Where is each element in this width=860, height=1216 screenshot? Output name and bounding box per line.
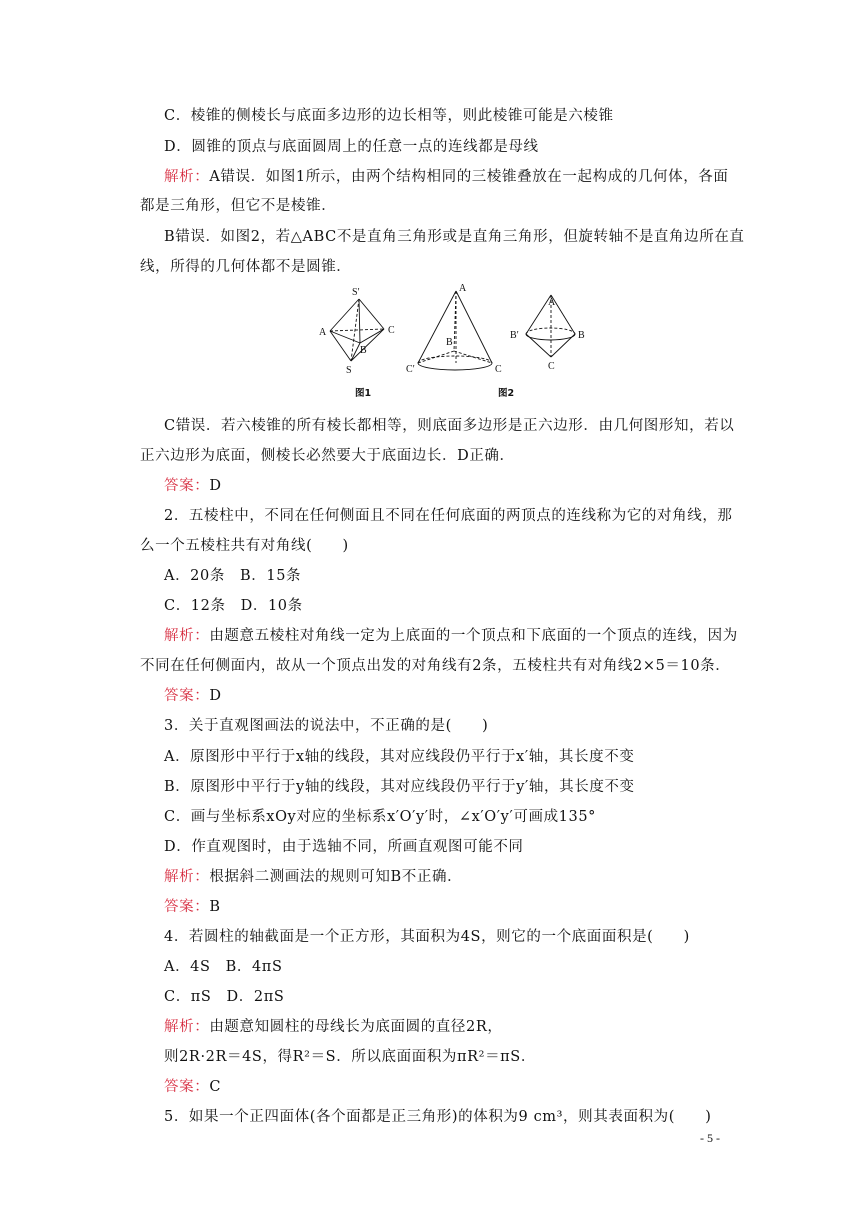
text-line bbox=[140, 444, 515, 465]
figure-caption-2: 图2 bbox=[498, 388, 515, 399]
figure-label-c2: C bbox=[495, 364, 502, 375]
text-line bbox=[164, 925, 690, 946]
text-line bbox=[164, 225, 745, 246]
figure-label-b3: B bbox=[578, 330, 585, 341]
text-segment: C错误．若六棱锥的所有棱长都相等，则底面多边形是正六边形．由几何图形知，若以 bbox=[164, 418, 735, 434]
figure-label-c1: C bbox=[388, 325, 395, 336]
text-line bbox=[164, 135, 539, 156]
text-line bbox=[164, 474, 222, 495]
text-segment: D bbox=[209, 478, 222, 494]
figure-caption-1: 图1 bbox=[355, 388, 372, 399]
figure-label-b2: B bbox=[446, 337, 453, 348]
figure-1-double-pyramid bbox=[330, 299, 384, 361]
text-line bbox=[164, 745, 634, 766]
answer-label: 答案： bbox=[164, 478, 210, 494]
text-segment: D bbox=[209, 688, 222, 704]
text-segment: A．4S B．4πS bbox=[164, 959, 283, 975]
answer-label: 答案： bbox=[164, 899, 210, 915]
text-line bbox=[140, 255, 351, 276]
text-line bbox=[164, 165, 729, 186]
text-line bbox=[164, 564, 301, 585]
text-line bbox=[164, 1075, 221, 1096]
text-line bbox=[164, 714, 488, 735]
text-line bbox=[140, 654, 730, 675]
geometry-figure bbox=[300, 283, 600, 408]
text-segment: B．原图形中平行于y轴的线段，其对应线段仍平行于y′轴，其长度不变 bbox=[164, 779, 635, 795]
text-segment: 由题意知圆柱的母线长为底面圆的直径2R， bbox=[209, 1019, 503, 1035]
text-line bbox=[164, 1045, 536, 1066]
text-segment: A．20条 B．15条 bbox=[164, 568, 302, 584]
text-segment: C．12条 D．10条 bbox=[164, 598, 303, 614]
answer-label: 解析： bbox=[164, 869, 210, 885]
text-line bbox=[140, 534, 349, 555]
text-line bbox=[164, 985, 284, 1006]
text-segment: 2．五棱柱中，不同在任何侧面且不同在任何底面的两顶点的连线称为它的对角线，那 bbox=[164, 508, 733, 524]
text-segment: 5．如果一个正四面体(各个面都是正三角形)的体积为9 cm³，则其表面积为( ) bbox=[164, 1109, 712, 1125]
text-line bbox=[164, 104, 614, 125]
text-segment: C．πS D．2πS bbox=[164, 989, 285, 1005]
figure-label-s-prime: S′ bbox=[352, 287, 360, 298]
figure-label-b1: B bbox=[360, 345, 367, 356]
text-segment: 由题意五棱柱对角线一定为上底面的一个顶点和下底面的一个顶点的连线，因为 bbox=[209, 628, 738, 644]
text-segment: A．原图形中平行于x轴的线段，其对应线段仍平行于x′轴，其长度不变 bbox=[164, 749, 635, 765]
figure-label-s1: S bbox=[346, 365, 352, 376]
text-segment: 正六边形为底面，侧棱长必然要大于底面边长．D正确． bbox=[140, 448, 515, 464]
text-segment: 都是三角形，但它不是棱锥． bbox=[140, 198, 337, 214]
text-line bbox=[140, 194, 336, 215]
text-line bbox=[164, 594, 303, 615]
text-segment: 线，所得的几何体都不是圆锥． bbox=[140, 259, 352, 275]
text-segment: B错误．如图2，若△ABC不是直角三角形或是直角三角形，但旋转轴不是直角边所在直 bbox=[164, 229, 745, 245]
text-segment: D．作直观图时，由于选轴不同，所画直观图可能不同 bbox=[164, 839, 524, 855]
text-segment: C．棱锥的侧棱长与底面多边形的边长相等，则此棱锥可能是六棱锥 bbox=[164, 108, 614, 124]
text-line bbox=[164, 775, 635, 796]
text-line bbox=[164, 865, 462, 886]
text-segment: C bbox=[209, 1079, 222, 1095]
text-line bbox=[164, 805, 596, 826]
answer-label: 解析： bbox=[164, 628, 210, 644]
page-number: - 5 - bbox=[700, 1131, 720, 1145]
figure-label-a1: A bbox=[319, 327, 327, 338]
text-segment: 4．若圆柱的轴截面是一个正方形，其面积为4S，则它的一个底面面积是( ) bbox=[164, 929, 690, 945]
answer-label: 解析： bbox=[164, 1019, 210, 1035]
figure-label-b-prime3: B′ bbox=[510, 330, 519, 341]
answer-label: 答案： bbox=[164, 1079, 210, 1095]
text-segment: 根据斜二测画法的规则可知B不正确． bbox=[209, 869, 463, 885]
figure-label-c3: C bbox=[548, 361, 555, 372]
figure-label-a3: A bbox=[548, 297, 556, 308]
text-segment: 3．关于直观图画法的说法中，不正确的是( ) bbox=[164, 718, 489, 734]
figure-label-a2: A bbox=[459, 283, 467, 294]
text-line bbox=[164, 624, 738, 645]
text-line bbox=[164, 684, 222, 705]
answer-label: 答案： bbox=[164, 688, 210, 704]
text-line bbox=[164, 835, 524, 856]
text-segment: B bbox=[209, 899, 221, 915]
text-line bbox=[164, 504, 733, 525]
figure-label-c-prime2: C′ bbox=[406, 364, 415, 375]
text-segment: 不同在任何侧面内，故从一个顶点出发的对角线有2条，五棱柱共有对角线2×5＝10条． bbox=[140, 658, 731, 674]
text-segment: D．圆锥的顶点与底面圆周上的任意一点的连线都是母线 bbox=[164, 139, 539, 155]
text-line bbox=[164, 895, 221, 916]
text-segment: C．画与坐标系xOy对应的坐标系x′O′y′时，∠x′O′y′可画成135° bbox=[164, 809, 596, 825]
text-line bbox=[164, 1105, 711, 1126]
text-line bbox=[164, 414, 734, 435]
text-line bbox=[164, 955, 282, 976]
text-segment: A错误．如图1所示，由两个结构相同的三棱锥叠放在一起构成的几何体，各面 bbox=[209, 169, 729, 185]
figure-2-cone bbox=[418, 291, 492, 370]
answer-label: 解析： bbox=[164, 169, 210, 185]
text-segment: 么一个五棱柱共有对角线( ) bbox=[140, 538, 349, 554]
text-line bbox=[164, 1015, 502, 1036]
text-segment: 则2R·2R＝4S，得R²＝S．所以底面面积为πR²＝πS． bbox=[164, 1049, 536, 1065]
